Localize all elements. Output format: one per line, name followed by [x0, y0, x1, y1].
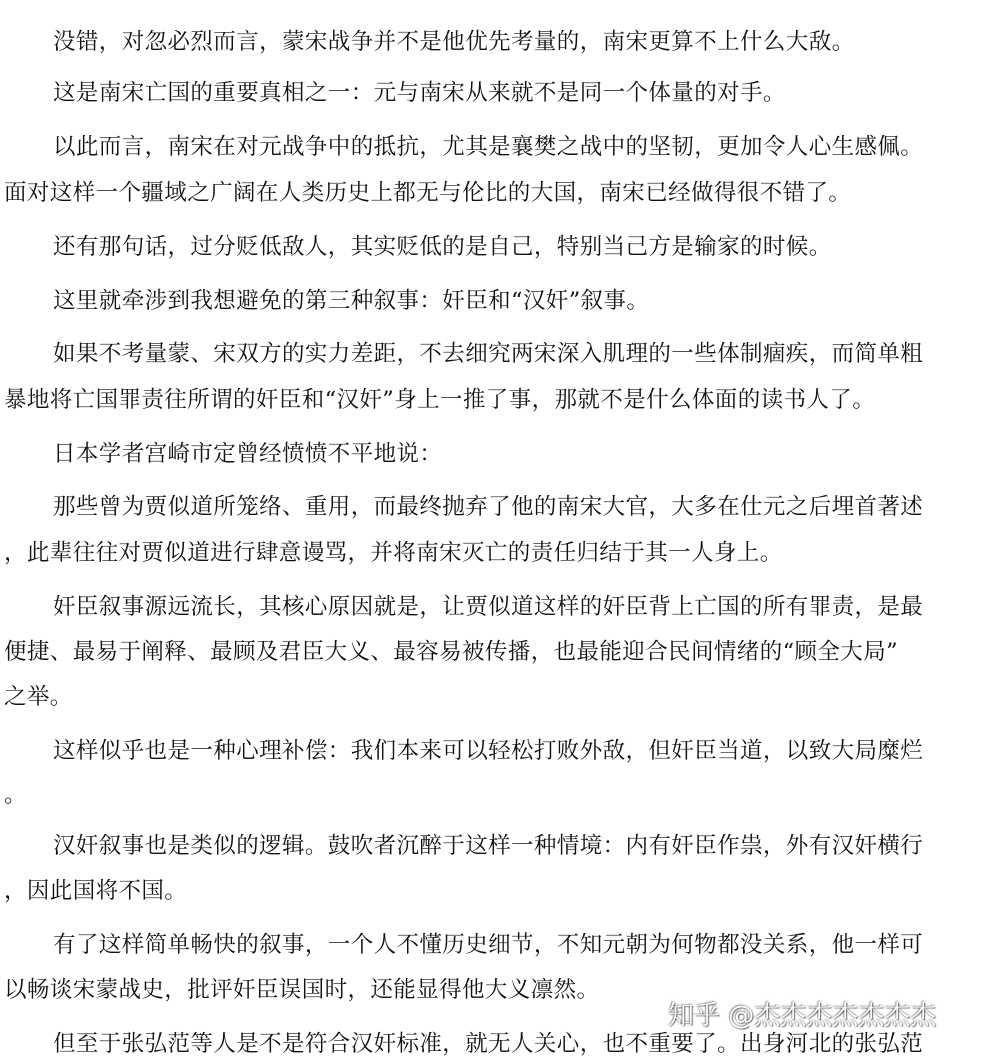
text-line: 没错，对忽必烈而言，蒙宋战争并不是他优先考量的，南宋更算不上什么大敌。	[53, 29, 855, 55]
text-line: 暴地将亡国罪责往所谓的奸臣和“汉奸”身上一推了事，那就不是什么体面的读书人了。	[4, 387, 876, 413]
text-line: 以此而言，南宋在对元战争中的抵抗，尤其是襄樊之战中的坚韧，更加令人心生感佩。	[53, 134, 924, 160]
text-line: 之举。	[4, 684, 73, 710]
text-line: 面对这样一个疆域之广阔在人类历史上都无与伦比的大国，南宋已经做得很不错了。	[4, 180, 852, 206]
text-line: 那些曾为贾似道所笼络、重用，而最终抛弃了他的南宋大官，大多在仕元之后埋首著述	[53, 494, 924, 520]
text-line: 有了这样简单畅快的叙事，一个人不懂历史细节，不知元朝为何物都没关系，他一样可	[53, 932, 924, 958]
text-line: 这里就牵涉到我想避免的第三种叙事：奸臣和“汉奸”叙事。	[53, 288, 650, 314]
text-line: 这样似乎也是一种心理补偿：我们本来可以轻松打败外敌，但奸臣当道，以致大局糜烂	[53, 738, 924, 764]
text-line: ，此辈往往对贾似道进行肆意谩骂，并将南宋灭亡的责任归结于其一人身上。	[4, 540, 783, 566]
text-line: ，因此国将不国。	[4, 878, 188, 904]
text-line: 以畅谈宋蒙战史，批评奸臣误国时，还能显得他大义凛然。	[4, 977, 600, 1003]
text-line: 日本学者宫崎市定曾经愤愤不平地说：	[53, 441, 443, 467]
text-line: 这是南宋亡国的重要真相之一：元与南宋从来就不是同一个体量的对手。	[53, 80, 786, 106]
text-line: 便捷、最易于阐释、最顾及君臣大义、最容易被传播，也最能迎合民间情绪的“顾全大局”	[4, 639, 899, 665]
text-line: 如果不考量蒙、宋双方的实力差距，不去细究两宋深入肌理的一些体制痼疾，而简单粗	[53, 341, 924, 367]
text-line: 汉奸叙事也是类似的逻辑。鼓吹者沉醉于这样一种情境：内有奸臣作祟，外有汉奸横行	[53, 833, 924, 859]
text-line: 还有那句话，过分贬低敌人，其实贬低的是自己，特别当己方是输家的时候。	[53, 234, 832, 260]
text-line: 奸臣叙事源远流长，其核心原因就是，让贾似道这样的奸臣背上亡国的所有罪责，是最	[53, 594, 924, 620]
text-line: 。	[4, 782, 27, 808]
text-line: 但至于张弘范等人是不是符合汉奸标准，就无人关心，也不重要了。出身河北的张弘范	[53, 1031, 924, 1057]
zhihu-watermark: 知乎 @杰杰杰杰杰杰杰	[668, 1001, 937, 1031]
